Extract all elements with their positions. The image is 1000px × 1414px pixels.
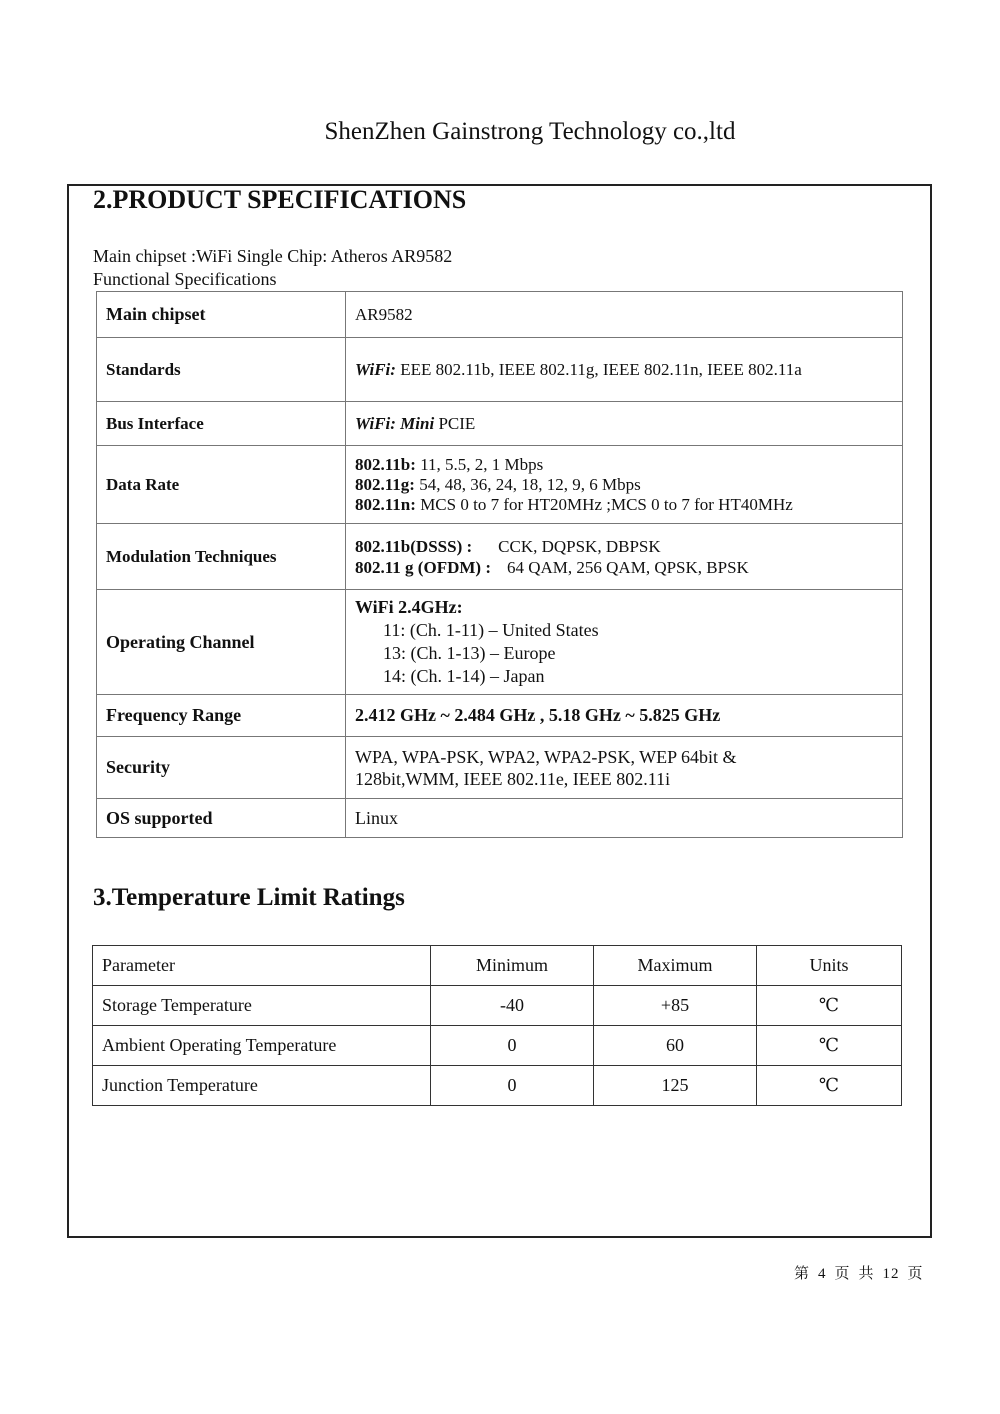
spec-row-main-chipset bbox=[97, 292, 903, 338]
footer-ye: 页 bbox=[834, 1266, 851, 1282]
spec-value bbox=[346, 446, 903, 524]
spec-key: Main chipset bbox=[97, 292, 346, 338]
spec-row-standards bbox=[97, 338, 903, 402]
temp-maximum: 60 bbox=[594, 1026, 757, 1066]
spec-value bbox=[346, 524, 903, 590]
temp-parameter: Ambient Operating Temperature bbox=[93, 1026, 431, 1066]
company-header: ShenZhen Gainstrong Technology co.,ltd bbox=[324, 118, 736, 145]
temp-header-maximum: Maximum bbox=[594, 946, 757, 986]
spec-row-security bbox=[97, 737, 903, 799]
temp-row bbox=[93, 1026, 902, 1066]
bus-value: PCIE bbox=[434, 413, 476, 433]
spec-row-data-rate bbox=[97, 446, 903, 524]
temp-header-row bbox=[93, 946, 902, 986]
temp-header-units: Units bbox=[757, 946, 902, 986]
ofdm-label: 802.11 g (OFDM) : bbox=[355, 557, 491, 577]
spec-value: AR9582 bbox=[346, 292, 903, 338]
spec-value: Linux bbox=[346, 799, 903, 838]
chipset-line: Main chipset :WiFi Single Chip: Atheros AR9582 bbox=[93, 246, 453, 266]
rate-b-value: 11, 5.5, 2, 1 Mbps bbox=[415, 454, 544, 474]
footer-di: 第 bbox=[794, 1266, 811, 1282]
spec-value bbox=[346, 590, 903, 695]
rate-n-value: MCS 0 to 7 for HT20MHz ;MCS 0 to 7 for HT40MHz bbox=[415, 494, 793, 514]
temp-minimum: 0 bbox=[431, 1066, 594, 1106]
spec-row-frequency-range bbox=[97, 695, 903, 737]
standards-value: EEE 802.11b, IEEE 802.11g, IEEE 802.11n, IEEE 802.11a bbox=[395, 359, 802, 379]
rate-n-label: 802.11n: bbox=[355, 494, 416, 514]
footer-ye: 页 bbox=[907, 1266, 924, 1282]
spec-key: Bus Interface bbox=[97, 402, 346, 446]
functional-specifications-label: Functional Specifications bbox=[93, 269, 277, 289]
dsss-value: CCK, DQPSK, DBPSK bbox=[498, 536, 661, 556]
rate-g-label: 802.11g: bbox=[355, 474, 415, 494]
temp-parameter: Junction Temperature bbox=[93, 1066, 431, 1106]
temp-maximum: +85 bbox=[594, 986, 757, 1026]
temp-units: ℃ bbox=[757, 1026, 902, 1066]
section-title-product-specifications: 2.PRODUCT SPECIFICATIONS bbox=[93, 185, 467, 214]
rate-g-value: 54, 48, 36, 24, 18, 12, 9, 6 Mbps bbox=[414, 474, 641, 494]
bus-prefix: WiFi: Mini bbox=[355, 413, 435, 433]
channel-line: 13: (Ch. 1-13) – Europe bbox=[383, 643, 556, 663]
channel-line: 11: (Ch. 1-11) – United States bbox=[383, 620, 599, 640]
channel-line: 14: (Ch. 1-14) – Japan bbox=[383, 666, 545, 686]
spec-value bbox=[346, 338, 903, 402]
page-footer bbox=[790, 1262, 928, 1283]
temp-minimum: 0 bbox=[431, 1026, 594, 1066]
dsss-label: 802.11b(DSSS) : bbox=[355, 536, 473, 556]
spec-key: Frequency Range bbox=[97, 695, 346, 737]
temp-units: ℃ bbox=[757, 986, 902, 1026]
temperature-table bbox=[92, 945, 902, 1106]
footer-total-pages: 12 bbox=[882, 1266, 900, 1282]
wifi-prefix: WiFi: bbox=[355, 359, 396, 379]
spec-value: 2.412 GHz ~ 2.484 GHz , 5.18 GHz ~ 5.825 GHz bbox=[346, 695, 903, 737]
spec-row-operating-channel bbox=[97, 590, 903, 695]
temp-header-parameter: Parameter bbox=[93, 946, 431, 986]
temp-row bbox=[93, 1066, 902, 1106]
security-line: WPA, WPA-PSK, WPA2, WPA2-PSK, WEP 64bit & bbox=[355, 746, 737, 767]
spec-value bbox=[346, 737, 903, 799]
spec-key: Data Rate bbox=[97, 446, 346, 524]
spec-key: Standards bbox=[97, 338, 346, 402]
spec-table bbox=[96, 291, 903, 838]
footer-gong: 共 bbox=[858, 1266, 875, 1282]
temp-row bbox=[93, 986, 902, 1026]
temp-header-minimum: Minimum bbox=[431, 946, 594, 986]
spec-key: OS supported bbox=[97, 799, 346, 838]
spec-row-bus-interface bbox=[97, 402, 903, 446]
security-line: 128bit,WMM, IEEE 802.11e, IEEE 802.11i bbox=[355, 768, 671, 789]
rate-b-label: 802.11b: bbox=[355, 454, 416, 474]
spec-key: Operating Channel bbox=[97, 590, 346, 695]
spec-key: Security bbox=[97, 737, 346, 799]
ofdm-value: 64 QAM, 256 QAM, QPSK, BPSK bbox=[506, 557, 749, 577]
temp-maximum: 125 bbox=[594, 1066, 757, 1106]
channel-band: WiFi 2.4GHz: bbox=[355, 597, 463, 617]
temp-minimum: -40 bbox=[431, 986, 594, 1026]
footer-page-number: 4 bbox=[818, 1266, 827, 1282]
spec-row-modulation bbox=[97, 524, 903, 590]
spec-row-os-supported bbox=[97, 799, 903, 838]
spec-value bbox=[346, 402, 903, 446]
temp-parameter: Storage Temperature bbox=[93, 986, 431, 1026]
temp-units: ℃ bbox=[757, 1066, 902, 1106]
spec-key: Modulation Techniques bbox=[97, 524, 346, 590]
section-title-temperature-limit: 3.Temperature Limit Ratings bbox=[93, 884, 405, 911]
